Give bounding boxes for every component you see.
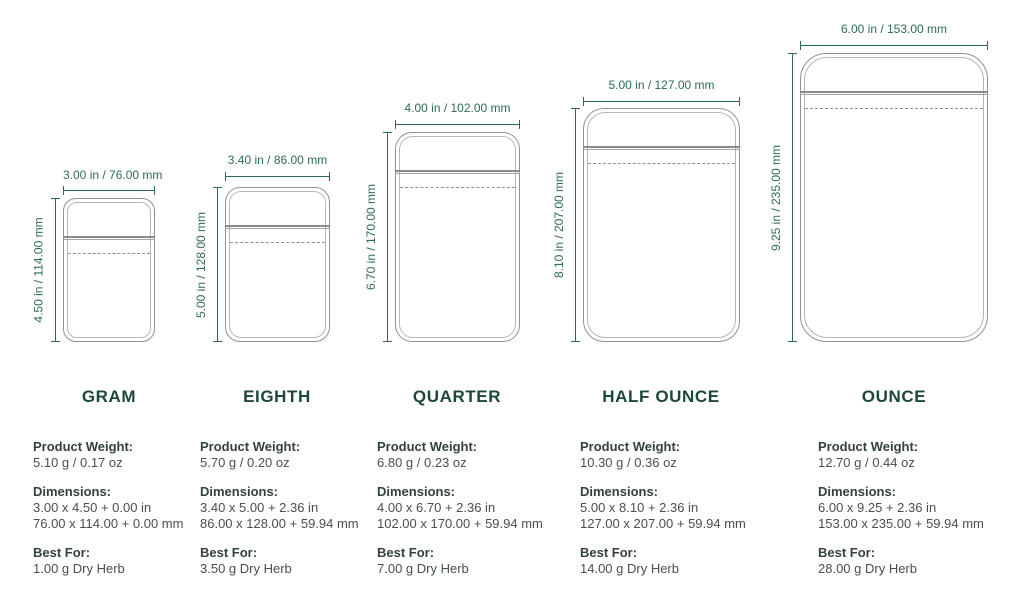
spec-value-in: 3.00 x 4.50 + 0.00 in xyxy=(33,500,152,515)
spec-label: Best For: xyxy=(33,545,91,560)
product-specs xyxy=(377,439,572,590)
bag-inner-outline xyxy=(804,57,984,338)
spec-label: Dimensions: xyxy=(580,484,659,499)
width-dimension-line xyxy=(800,45,988,46)
spec-value-mm: 153.00 x 235.00 + 59.94 mm xyxy=(818,516,984,531)
spec-label: Best For: xyxy=(818,545,876,560)
product-title: GRAM xyxy=(81,387,137,406)
product-specs xyxy=(580,439,775,590)
spec-value: 6.80 g / 0.23 oz xyxy=(377,455,467,470)
spec-label: Dimensions: xyxy=(200,484,279,499)
spec-label: Dimensions: xyxy=(818,484,897,499)
spec-value-in: 3.40 x 5.00 + 2.36 in xyxy=(200,500,319,515)
bag-fill-level-line xyxy=(400,187,515,188)
spec-product-weight xyxy=(33,439,228,471)
spec-label: Best For: xyxy=(580,545,638,560)
spec-value-mm: 76.00 x 114.00 + 0.00 mm xyxy=(33,516,184,531)
width-dimension-label: 5.00 in / 127.00 mm xyxy=(608,78,715,92)
spec-value: 10.30 g / 0.36 oz xyxy=(580,455,677,470)
spec-value: 7.00 g Dry Herb xyxy=(377,561,469,576)
product-title: QUARTER xyxy=(412,387,502,406)
bag-outline xyxy=(800,53,988,342)
bag-fill-level-line xyxy=(230,242,325,243)
spec-value: 5.10 g / 0.17 oz xyxy=(33,455,123,470)
spec-dimensions xyxy=(377,484,572,532)
spec-best-for xyxy=(33,545,228,577)
spec-value-mm: 127.00 x 207.00 + 59.94 mm xyxy=(580,516,746,531)
width-dimension-label: 6.00 in / 153.00 mm xyxy=(840,22,948,36)
spec-label: Dimensions: xyxy=(33,484,112,499)
bag-outline xyxy=(395,132,520,342)
spec-label: Product Weight: xyxy=(33,439,134,454)
bag-fill-level-line xyxy=(805,108,983,109)
height-dimension-label: 6.70 in / 170.00 mm xyxy=(364,183,378,291)
height-dimension-label: 5.00 in / 128.00 mm xyxy=(194,211,208,318)
spec-dimensions xyxy=(580,484,775,532)
bag-zipper-line xyxy=(395,170,520,174)
spec-label: Product Weight: xyxy=(200,439,301,454)
bag-inner-outline xyxy=(399,136,516,338)
spec-product-weight xyxy=(200,439,395,471)
product-specs xyxy=(33,439,228,590)
spec-label: Product Weight: xyxy=(818,439,919,454)
width-dimension-line xyxy=(225,176,330,177)
spec-best-for xyxy=(200,545,395,577)
height-dimension-line xyxy=(792,53,793,342)
width-dimension-line xyxy=(63,190,155,191)
spec-value-in: 5.00 x 8.10 + 2.36 in xyxy=(580,500,699,515)
spec-label: Best For: xyxy=(200,545,258,560)
bag-fill-level-line xyxy=(588,163,735,164)
spec-best-for xyxy=(580,545,775,577)
spec-dimensions xyxy=(818,484,1013,532)
spec-value-mm: 86.00 x 128.00 + 59.94 mm xyxy=(200,516,359,531)
spec-value: 5.70 g / 0.20 oz xyxy=(200,455,290,470)
spec-value: 14.00 g Dry Herb xyxy=(580,561,679,576)
height-dimension-line xyxy=(217,187,218,342)
spec-value: 12.70 g / 0.44 oz xyxy=(818,455,915,470)
product-title: HALF OUNCE xyxy=(602,387,720,406)
spec-product-weight xyxy=(377,439,572,471)
bag-zipper-line xyxy=(63,236,155,240)
spec-product-weight xyxy=(580,439,775,471)
spec-value-mm: 102.00 x 170.00 + 59.94 mm xyxy=(377,516,543,531)
product-specs xyxy=(818,439,1013,590)
bag-outline xyxy=(63,198,155,342)
spec-label: Product Weight: xyxy=(580,439,681,454)
spec-label: Dimensions: xyxy=(377,484,456,499)
width-dimension-label: 4.00 in / 102.00 mm xyxy=(404,101,511,115)
bag-outline xyxy=(225,187,330,342)
bag-zipper-line xyxy=(583,146,740,150)
spec-dimensions xyxy=(200,484,395,532)
height-dimension-label: 8.10 in / 207.00 mm xyxy=(552,171,566,279)
bag-zipper-line xyxy=(225,225,330,229)
product-title: EIGHTH xyxy=(243,387,311,406)
product-specs xyxy=(200,439,395,590)
product-title: OUNCE xyxy=(861,387,927,406)
spec-dimensions xyxy=(33,484,228,532)
width-dimension-line xyxy=(395,124,520,125)
width-dimension-line xyxy=(583,101,740,102)
spec-best-for xyxy=(377,545,572,577)
bag-inner-outline xyxy=(229,191,326,338)
height-dimension-label: 9.25 in / 235.00 mm xyxy=(769,144,783,251)
bag-outline xyxy=(583,108,740,342)
width-dimension-label: 3.00 in / 76.00 mm xyxy=(63,168,163,182)
bag-fill-level-line xyxy=(68,253,150,254)
height-dimension-line xyxy=(575,108,576,342)
spec-value: 1.00 g Dry Herb xyxy=(33,561,125,576)
spec-label: Best For: xyxy=(377,545,435,560)
spec-best-for xyxy=(818,545,1013,577)
spec-value: 28.00 g Dry Herb xyxy=(818,561,917,576)
bag-zipper-line xyxy=(800,91,988,95)
height-dimension-line xyxy=(55,198,56,342)
spec-value-in: 6.00 x 9.25 + 2.36 in xyxy=(818,500,937,515)
spec-value: 3.50 g Dry Herb xyxy=(200,561,292,576)
spec-product-weight xyxy=(818,439,1013,471)
height-dimension-line xyxy=(387,132,388,342)
height-dimension-label: 4.50 in / 114.00 mm xyxy=(32,217,47,323)
spec-value-in: 4.00 x 6.70 + 2.36 in xyxy=(377,500,496,515)
spec-label: Product Weight: xyxy=(377,439,478,454)
width-dimension-label: 3.40 in / 86.00 mm xyxy=(227,153,328,167)
bag-inner-outline xyxy=(67,202,151,338)
